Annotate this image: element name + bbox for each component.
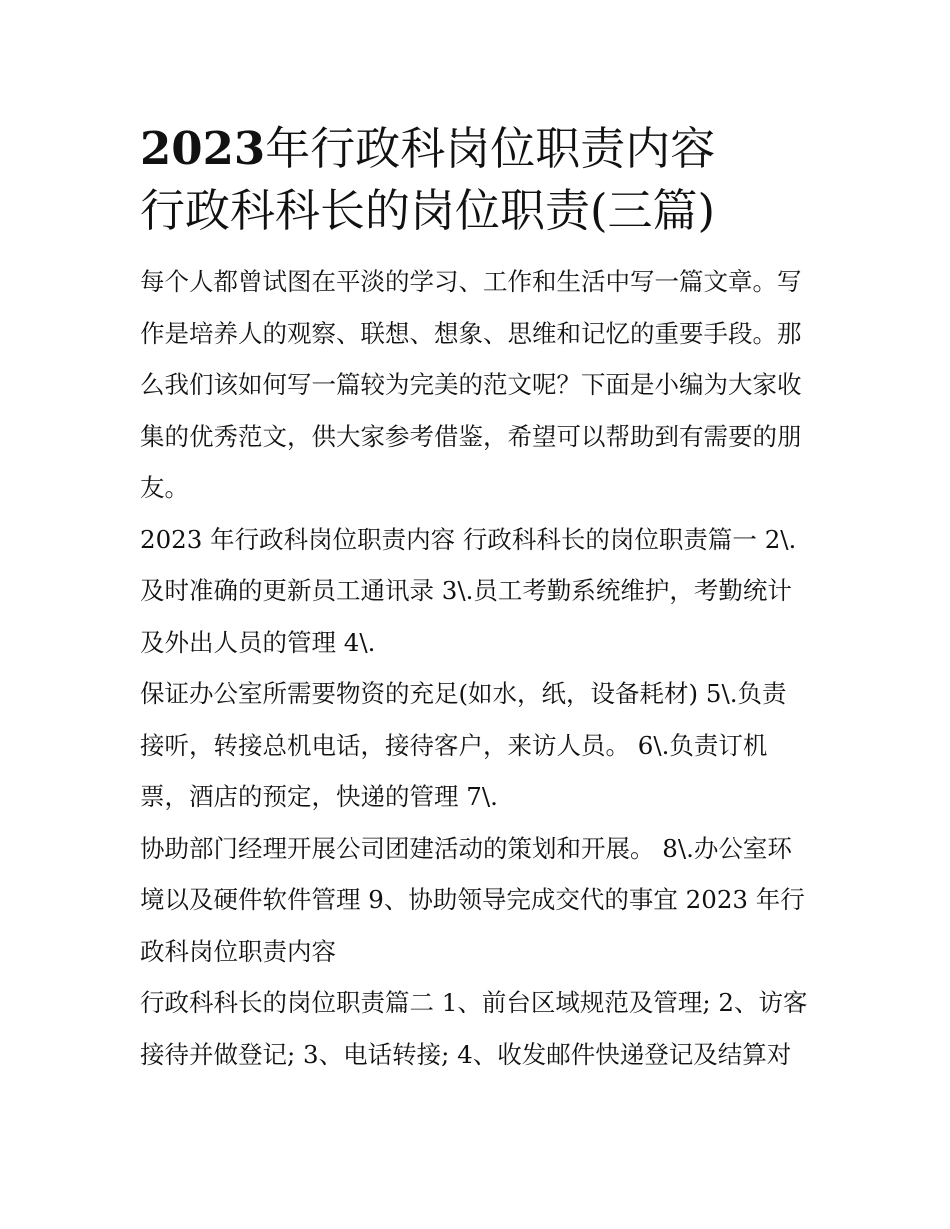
- document-content: [140, 118, 820, 1080]
- title-year: 2023: [140, 122, 266, 175]
- text-line: 2023 年行政科岗位职责内容 行政科科长的岗位职责篇一 2\.: [140, 524, 797, 554]
- text-line: 境以及硬件软件管理 9、协助领导完成交代的事宜 2023 年行: [140, 885, 805, 914]
- text-line: 友。: [140, 473, 189, 502]
- duties-paragraph-1: [140, 514, 820, 669]
- text-line: 票，酒店的预定，快递的管理 7\.: [140, 782, 498, 811]
- text-line: 保证办公室所需要物资的充足(如水，纸，设备耗材) 5\.负责: [140, 679, 787, 708]
- document-body: [140, 256, 820, 1080]
- title-line-1-text: 年行政科岗位职责内容: [265, 122, 716, 175]
- text-line: 及时准确的更新员工通讯录 3\.员工考勤系统维护，考勤统计: [140, 576, 792, 605]
- title-line-2: 行政科科长的岗位职责(三篇): [140, 184, 716, 237]
- text-line: 接待并做登记; 3、电话转接; 4、收发邮件快递登记及结算对: [140, 1039, 792, 1069]
- text-line: 每个人都曾试图在平淡的学习、工作和生活中写一篇文章。写: [140, 267, 802, 296]
- document-title: [140, 118, 820, 242]
- text-line: 行政科科长的岗位职责篇二 1、前台区域规范及管理; 2、访客: [140, 988, 808, 1017]
- title-line-1: [140, 118, 820, 180]
- duties-paragraph-4: [140, 977, 820, 1080]
- text-line: 及外出人员的管理 4\.: [140, 627, 376, 657]
- duties-paragraph-2: [140, 668, 820, 823]
- text-line: 集的优秀范文，供大家参考借鉴，希望可以帮助到有需要的朋: [140, 421, 802, 451]
- text-line: 政科岗位职责内容: [140, 936, 336, 966]
- intro-paragraph: [140, 256, 820, 514]
- duties-paragraph-3: [140, 823, 820, 978]
- text-line: 么我们该如何写一篇较为完美的范文呢？下面是小编为大家收: [140, 370, 802, 399]
- text-line: 协助部门经理开展公司团建活动的策划和开展。 8\.办公室环: [140, 833, 792, 863]
- text-line: 作是培养人的观察、联想、想象、思维和记忆的重要手段。那: [140, 318, 802, 348]
- text-line: 接听，转接总机电话，接待客户，来访人员。 6\.负责订机: [140, 730, 768, 760]
